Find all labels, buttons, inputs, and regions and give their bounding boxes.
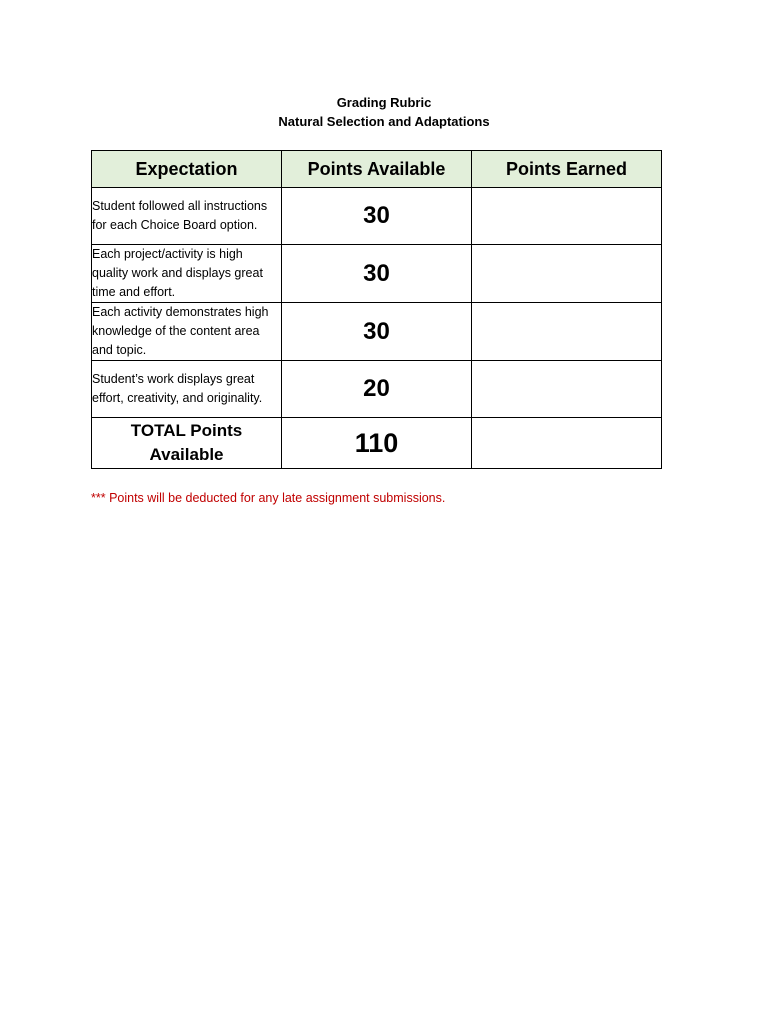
points-available-cell: 20 (282, 361, 472, 418)
table-row (92, 245, 662, 303)
table-row (92, 188, 662, 245)
total-points-available-cell: 110 (282, 418, 472, 469)
expectation-cell: Each activity demonstrates high knowledge of the content area and topic. (92, 303, 282, 361)
late-submission-note: *** Points will be deducted for any late assignment submissions. (91, 491, 446, 505)
column-header-points-available: Points Available (282, 151, 472, 188)
document-title: Grading Rubric (336, 95, 432, 110)
table-header-row (92, 151, 662, 188)
total-points-earned-cell[interactable] (472, 418, 662, 469)
points-earned-cell[interactable] (472, 245, 662, 303)
document-subtitle: Natural Selection and Adaptations (278, 114, 490, 129)
column-header-points-earned: Points Earned (472, 151, 662, 188)
table-row (92, 361, 662, 418)
column-header-expectation: Expectation (92, 151, 282, 188)
expectation-cell: Each project/activity is high quality work and displays great time and effort. (92, 245, 282, 303)
expectation-cell: Student followed all instructions for each Choice Board option. (92, 188, 282, 245)
points-earned-cell[interactable] (472, 361, 662, 418)
expectation-cell: Student’s work displays great effort, creativity, and originality. (92, 361, 282, 418)
points-available-cell: 30 (282, 303, 472, 361)
total-label-cell: TOTAL Points Available (92, 418, 282, 469)
points-available-cell: 30 (282, 188, 472, 245)
total-row (92, 418, 662, 469)
points-earned-cell[interactable] (472, 303, 662, 361)
points-earned-cell[interactable] (472, 188, 662, 245)
table-row (92, 303, 662, 361)
rubric-table (91, 150, 662, 469)
points-available-cell: 30 (282, 245, 472, 303)
